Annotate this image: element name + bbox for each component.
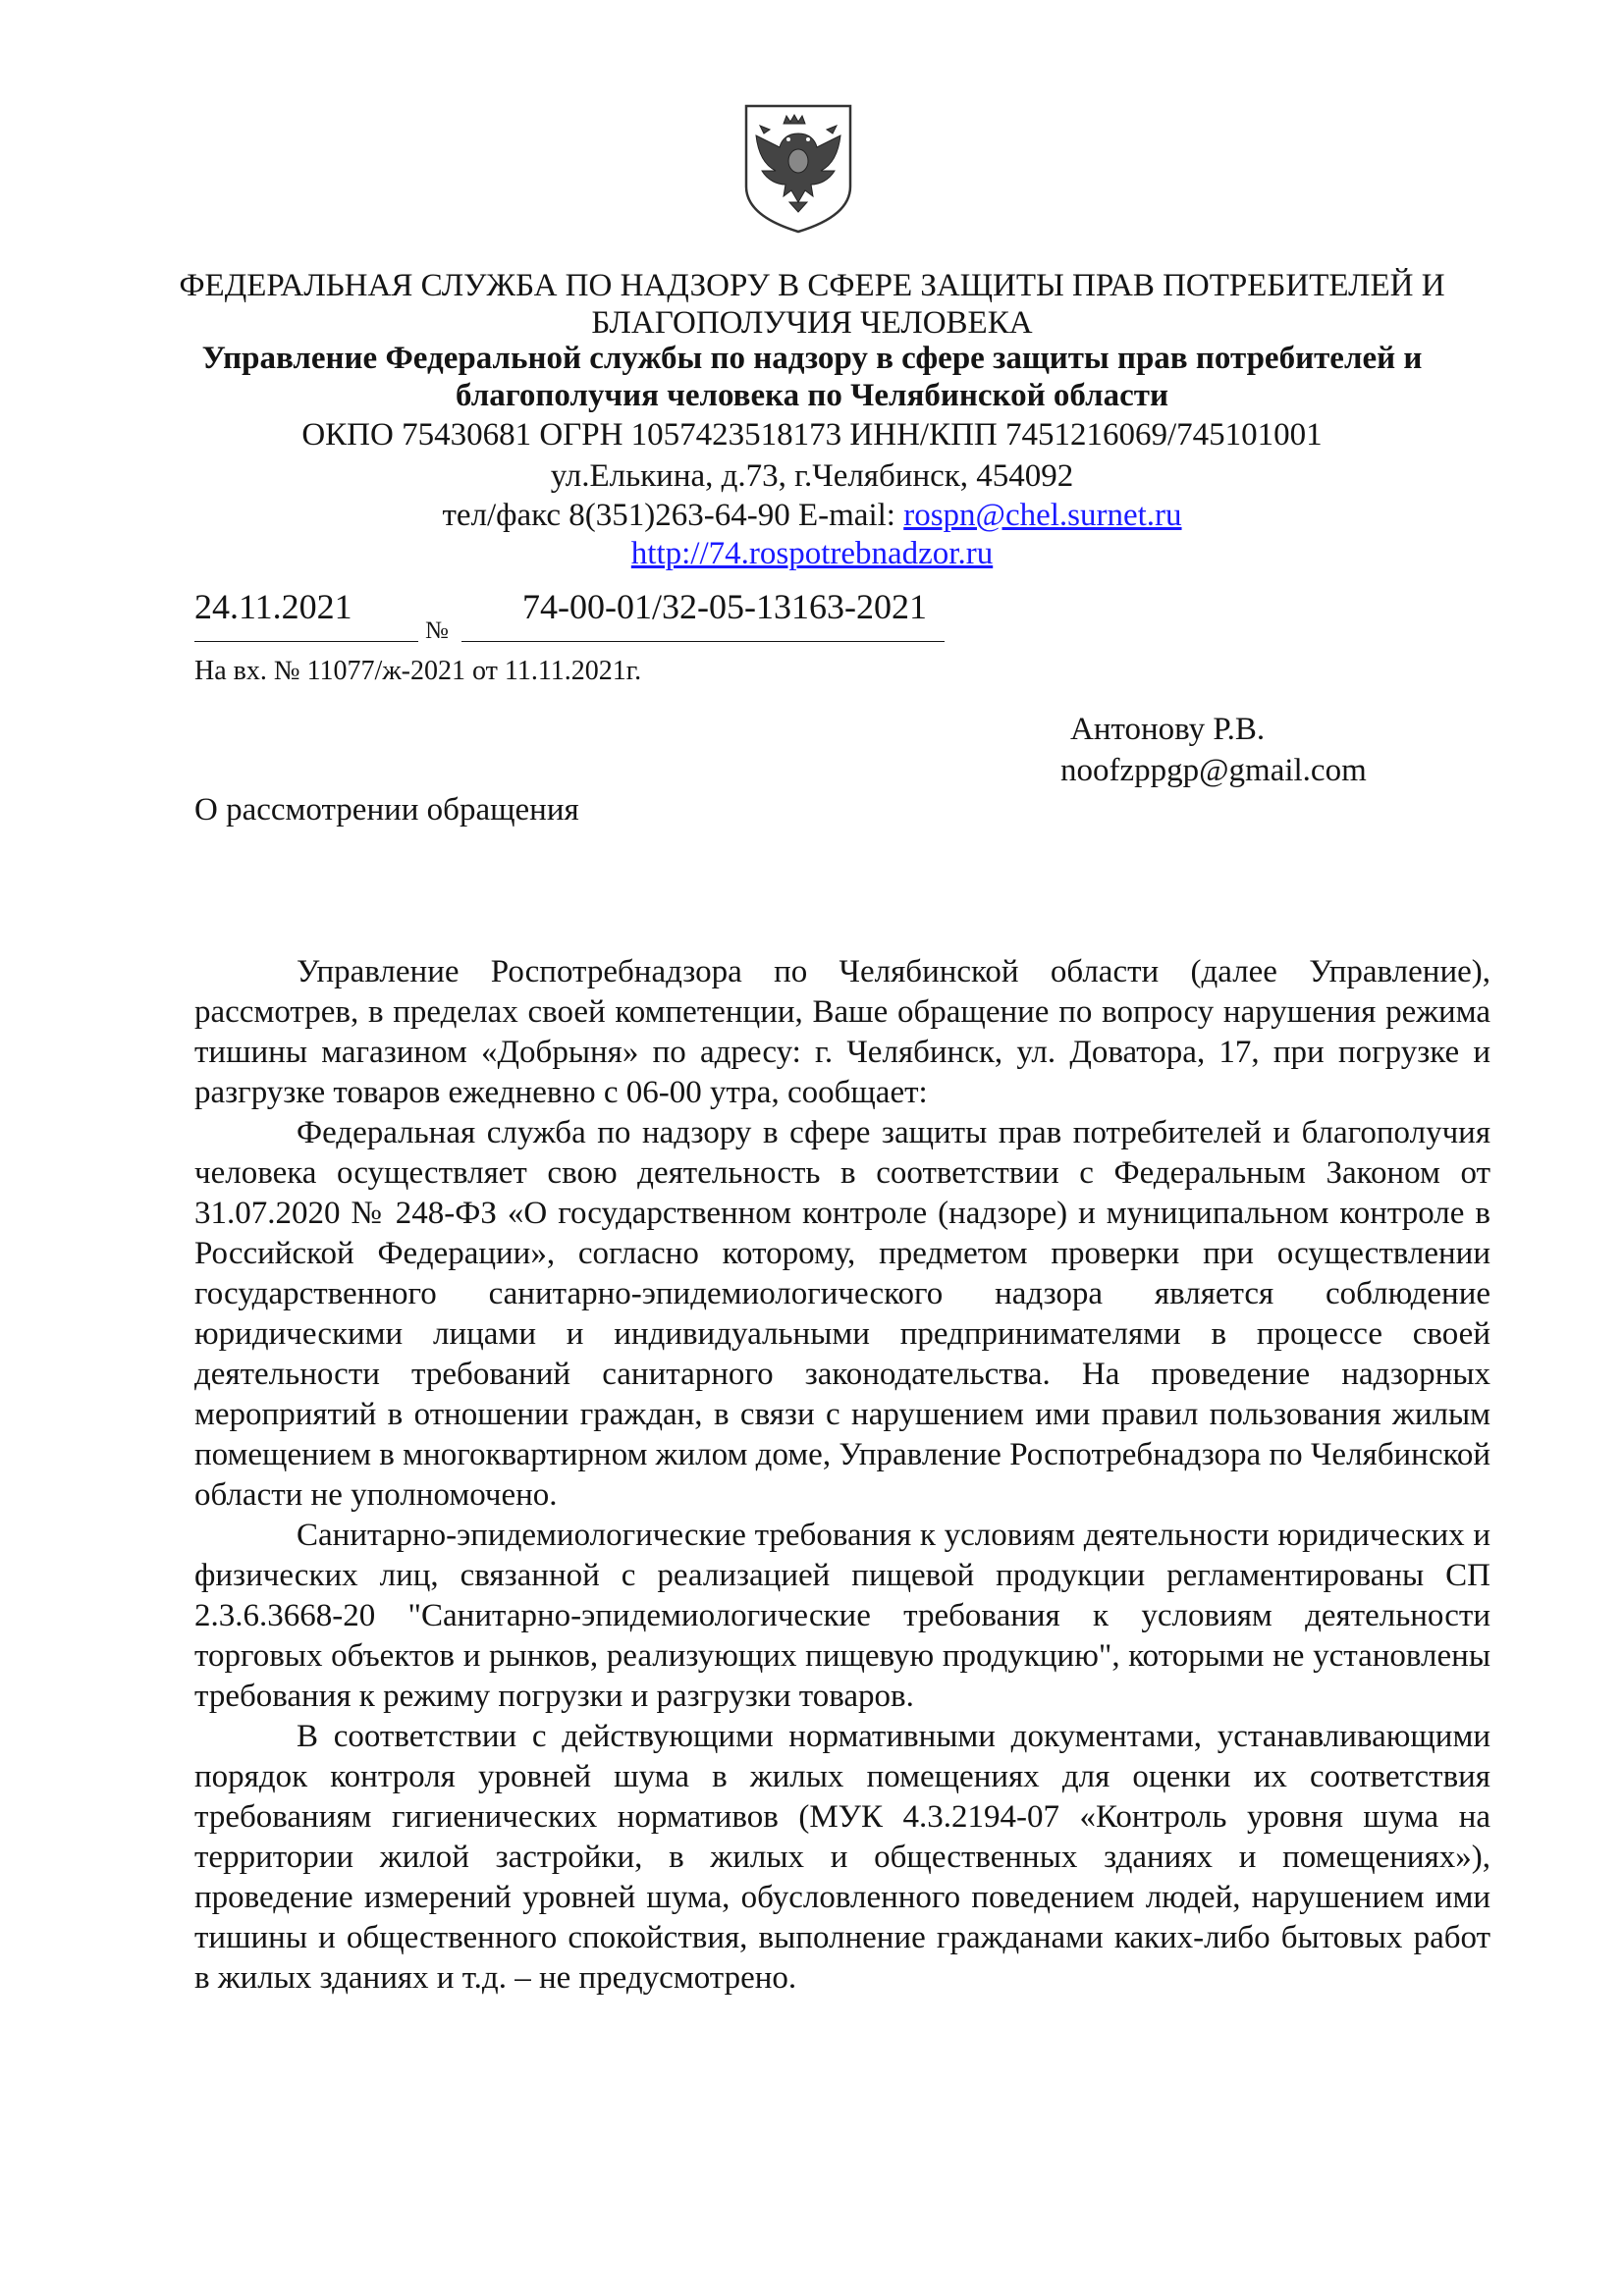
date-underline <box>194 641 418 642</box>
letter-subject: О рассмотрении обращения <box>194 792 579 828</box>
number-sign: № <box>425 617 449 644</box>
agency-name: ФЕДЕРАЛЬНАЯ СЛУЖБА ПО НАДЗОРУ В СФЕРЕ ЗАЩИТЫ ПРАВ ПОТРЕБИТЕЛЕЙ И БЛАГОПОЛУЧИЯ ЧЕЛОВЕКА <box>179 268 1445 341</box>
department-name: Управление Федеральной службы по надзору в сфере защиты прав потребителей и благополучия человека по Челябинской области <box>201 341 1423 413</box>
recipient-block <box>1060 709 1367 791</box>
recipient-name: Антонову Р.В. <box>1070 712 1266 747</box>
incoming-reference: На вх. № 11077/ж-2021 от 11.11.2021г. <box>194 656 642 686</box>
document-number: 74-00-01/32-05-13163-2021 <box>522 587 927 626</box>
coat-of-arms-emblem <box>740 100 856 235</box>
body-paragraph: Санитарно-эпидемиологические требования к условиям деятельности юридических и физических лиц, связанной с реализацией пищевой продукции регламентированы СП 2.3.6.3668-20 "Санитарно-эпидемиологические требования к условиям деятельности торговых объектов и рынков, реализующих пищевую продукцию", которыми не установлены требования к режиму погрузки и разгрузки товаров. <box>194 1518 1490 1714</box>
website-line <box>147 535 1477 572</box>
letter-body <box>194 952 1490 1999</box>
document-date: 24.11.2021 <box>194 587 352 626</box>
organization-address: ул.Елькина, д.73, г.Челябинск, 454092 <box>550 458 1074 494</box>
email-link[interactable]: rospn@chel.surnet.ru <box>903 498 1182 533</box>
website-link[interactable]: http://74.rospotrebnadzor.ru <box>630 536 994 571</box>
organization-requisites: ОКПО 75430681 ОГРН 1057423518173 ИНН/КПП 7451216069/745101001 <box>301 417 1323 453</box>
number-underline <box>461 641 945 642</box>
recipient-email: noofzppgp@gmail.com <box>1060 753 1367 788</box>
body-paragraph: Управление Роспотребнадзора по Челябинской области (далее Управление), рассмотрев, в пределах своей компетенции, Ваше обращение по вопросу нарушения режима тишины магазином «Добрыня» по адресу: г. Челябинск, ул. Доватора, 17, при погрузке и разгрузке товаров ежедневно с 06-00 утра, сообщает: <box>194 954 1490 1110</box>
body-paragraph: Федеральная служба по надзору в сфере защиты прав потребителей и благополучия человека осуществляет свою деятельность в соответствии с Федеральным Законом от 31.07.2020 № 248-ФЗ «О государственном контроле (надзоре) и муниципальном контроле в Российской Федерации», согласно которому, предметом проверки при осуществлении государственного санитарно-эпидемиологического надзора является соблюдение юридическими лицами и индивидуальными предпринимателями в процессе своей деятельности требований санитарного законодательства. На проведение надзорных мероприятий в отношении граждан, в связи с нарушением ими правил пользования жилым помещением в многоквартирном жилом доме, Управление Роспотребнадзора по Челябинской области не уполномочено. <box>194 1115 1490 1513</box>
phone-fax: тел/факс 8(351)263-64-90 E-mail: <box>442 498 904 533</box>
contact-line <box>147 497 1477 534</box>
body-paragraph: В соответствии с действующими нормативными документами, устанавливающими порядок контроля уровней шума в жилых помещениях для оценки их соответствия требованиям гигиенических нормативов (МУК 4.3.2194-07 «Контроль уровня шума на территории жилой застройки, в жилых и общественных зданиях и помещениях»), проведение измерений уровней шума, обусловленного поведением людей, нарушением ими тишины и общественного спокойствия, выполнение гражданами каких-либо бытовых работ в жилых зданиях и т.д. – не предусмотрено. <box>194 1719 1490 1996</box>
